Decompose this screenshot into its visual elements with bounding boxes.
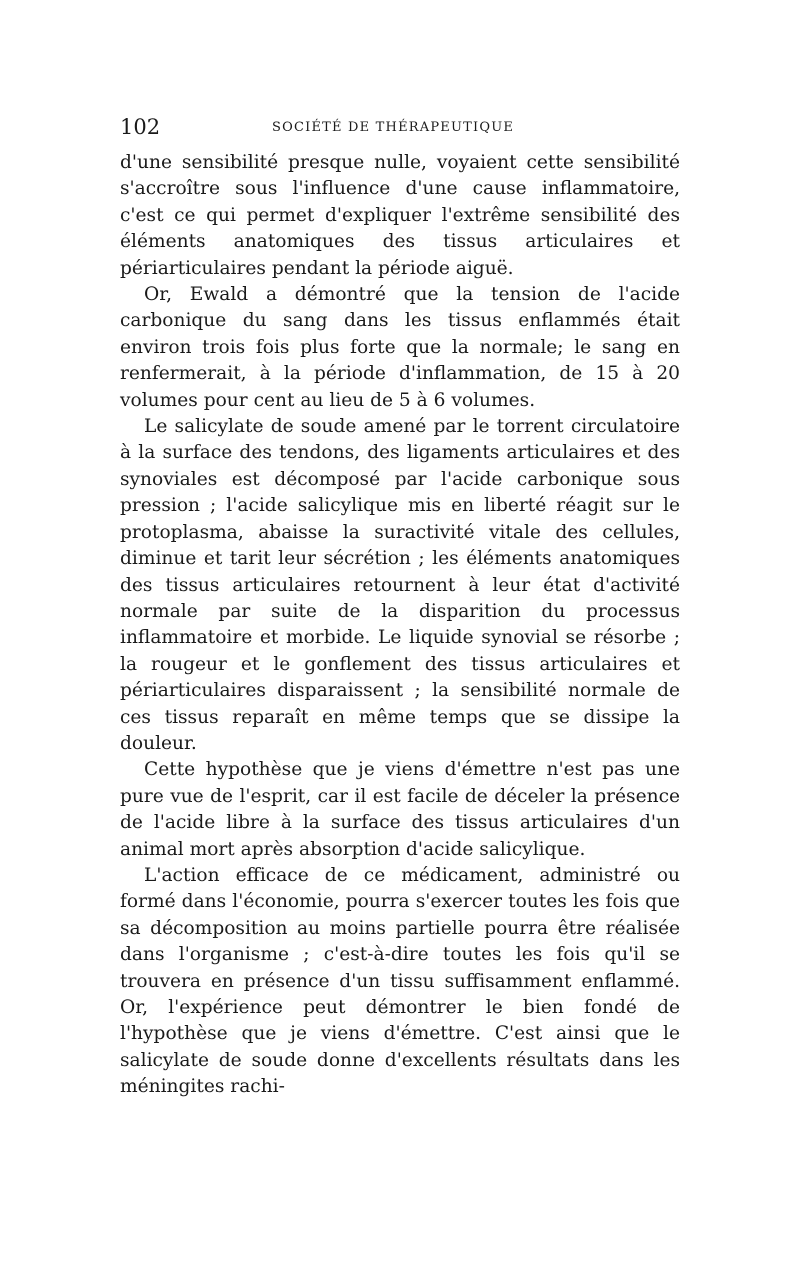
body-text [120,150,680,1101]
paragraph: Le salicylate de soude amené par le torrent circulatoire à la surface des tendons, des ligaments articulaires et des synoviales est décomposé par l'acide carbonique sous pression ; l'acide salicylique mis en liberté réagit sur le protoplasma, abaisse la suractivité vitale des cellules, diminue et tarit leur sécrétion ; les éléments anatomiques des tissus articulaires retournent à leur état d'activité normale par suite de la disparition du processus inflammatoire et morbide. Le liquide synovial se résorbe ; la rougeur et le gonflement des tissus articulaires et périarticulaires disparaissent ; la sensibilité normale de ces tissus reparaît en même temps que se dissipe la douleur. [120,416,680,754]
paragraph: d'une sensibilité presque nulle, voyaient cette sensibilité s'accroître sous l'influence d'une cause inflammatoire, c'est ce qui permet d'expliquer l'extrême sensibilité des éléments anatomiques des tissus articulaires et périarticulaires pendant la période aiguë. [120,152,680,279]
paragraph: Cette hypothèse que je viens d'émettre n'est pas une pure vue de l'esprit, car il est facile de déceler la présence de l'acide libre à la surface des tissus articulaires d'un animal mort après absorption d'acide salicylique. [120,759,680,860]
running-title: SOCIÉTÉ DE THÉRAPEUTIQUE [272,120,515,135]
paragraph: Or, Ewald a démontré que la tension de l'acide carbonique du sang dans les tissus enflammés était environ trois fois plus forte que la normale; le sang en renfermerait, à la période d'inflammation, de 15 à 20 volumes pour cent au lieu de 5 à 6 volumes. [120,284,680,411]
page-number: 102 [120,115,161,139]
book-page [120,112,680,1101]
paragraph: L'action efficace de ce médicament, administré ou formé dans l'économie, pourra s'exercer toutes les fois que sa décomposition au moins partielle pourra être réalisée dans l'organisme ; c'est-à-dire toutes les fois qu'il se trouvera en présence d'un tissu suffisamment enflammé. Or, l'expérience peut démontrer le bien fondé de l'hypothèse que je viens d'émettre. C'est ainsi que le salicylate de soude donne d'excellents résultats dans les méningites rachi- [120,864,680,1098]
running-head [120,112,680,142]
